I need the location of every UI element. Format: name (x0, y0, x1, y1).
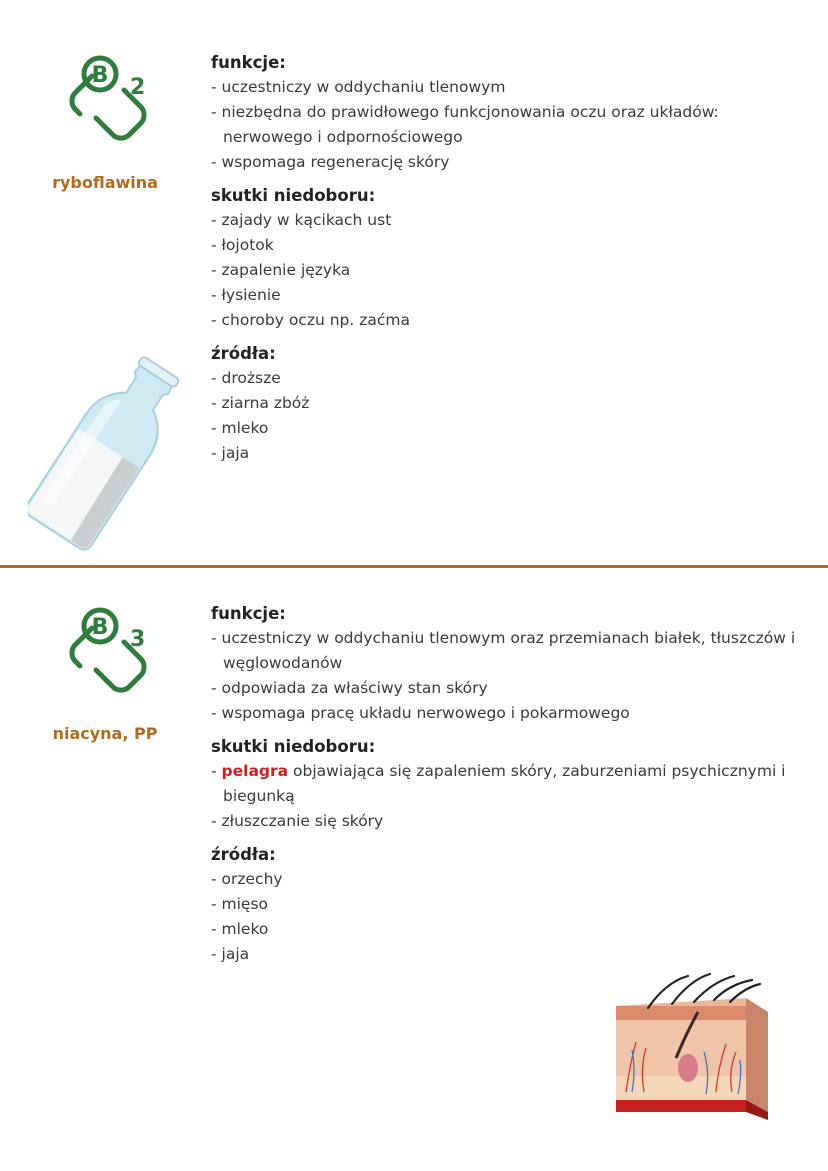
pelagra-highlight: pelagra (221, 762, 289, 780)
vitamin-b3-content (211, 601, 811, 967)
functions-heading: funkcje: (211, 53, 286, 72)
vitamin-b2-content (211, 50, 811, 466)
list-item: - niezbędna do prawidłowego funkcjonowania oczu oraz układów: nerwowego i odpornościowego (211, 100, 811, 150)
functions-list (211, 626, 811, 726)
list-item: - łysienie (211, 283, 811, 308)
vitamin-b3-letter: B (91, 615, 109, 640)
sources-heading: źródła: (211, 845, 276, 864)
deficiency-heading: skutki niedoboru: (211, 186, 376, 205)
vitamin-b2-letter: B (91, 63, 109, 88)
deficiency-list (211, 208, 811, 333)
list-item: - droższe (211, 366, 811, 391)
deficiency-list (211, 759, 811, 834)
list-item: - łojotok (211, 233, 811, 258)
functions-list (211, 75, 811, 175)
vitamin-b2-section (0, 0, 828, 565)
sources-list (211, 366, 811, 466)
list-item: - zapalenie języka (211, 258, 811, 283)
list-item: - jaja (211, 942, 811, 967)
list-item: - uczestniczy w oddychaniu tlenowym (211, 75, 811, 100)
list-item: - wspomaga regenerację skóry (211, 150, 811, 175)
list-item: - zajady w kącikach ust (211, 208, 811, 233)
deficiency-heading: skutki niedoboru: (211, 737, 376, 756)
vitamin-b3-number: 3 (130, 627, 146, 652)
list-item: - mleko (211, 917, 811, 942)
vitamin-b3-name: niacyna, PP (52, 724, 158, 743)
section-divider (0, 565, 828, 568)
sources-list (211, 867, 811, 967)
list-item: - odpowiada za właściwy stan skóry (211, 676, 811, 701)
list-item: - złuszczanie się skóry (211, 809, 811, 834)
vitamin-b3-capsule-icon (62, 602, 158, 702)
skin-cross-section-image (606, 972, 776, 1124)
list-item: - mleko (211, 416, 811, 441)
list-item: - uczestniczy w oddychaniu tlenowym oraz przemianach białek, tłuszczów i węglowodanów (211, 626, 811, 676)
list-item: - wspomaga pracę układu nerwowego i pokarmowego (211, 701, 811, 726)
vitamin-b2-number: 2 (130, 75, 146, 100)
vitamin-b2-capsule-icon (62, 50, 158, 150)
list-item: - jaja (211, 441, 811, 466)
sources-heading: źródła: (211, 344, 276, 363)
pelagra-description: objawiająca się zapaleniem skóry, zaburzeniami psychicznymi i biegunką (223, 762, 786, 805)
list-item: - orzechy (211, 867, 811, 892)
list-item: - choroby oczu np. zaćma (211, 308, 811, 333)
list-item: - mięso (211, 892, 811, 917)
milk-bottle-image (28, 348, 188, 553)
list-item-pelagra (211, 759, 811, 809)
functions-heading: funkcje: (211, 604, 286, 623)
vitamin-b2-name: ryboflawina (52, 173, 158, 192)
list-item: - ziarna zbóż (211, 391, 811, 416)
